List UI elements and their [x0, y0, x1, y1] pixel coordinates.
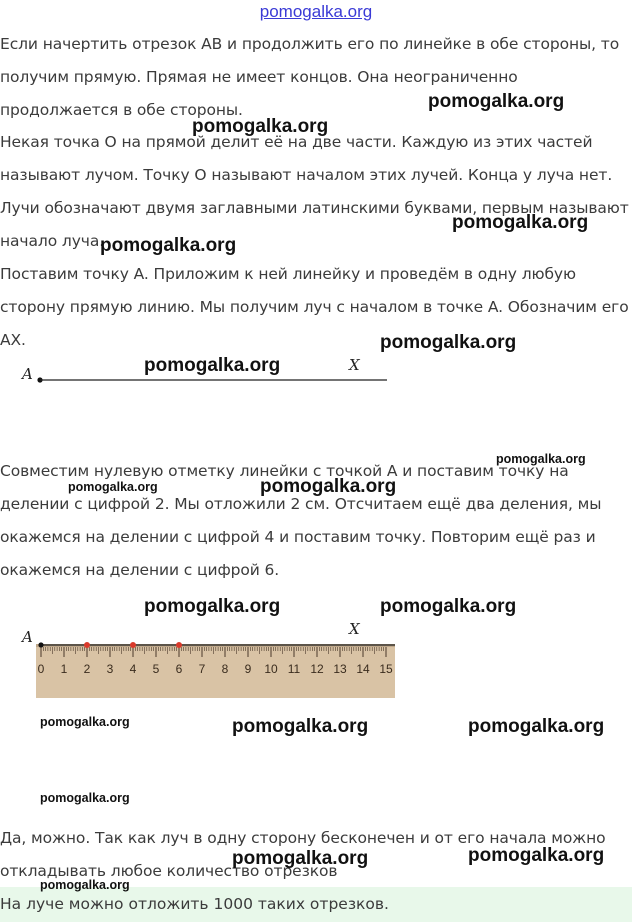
watermark: pomogalka.org: [380, 596, 517, 617]
watermark: pomogalka.org: [40, 715, 130, 729]
ruler-number: 1: [60, 662, 68, 676]
paragraph-line-definition: Если начертить отрезок AB и продолжить его по линейке в обе стороны, то получим прямую. Прямая не имеет концов. Она неограниченно продолжается в обе стороны.: [0, 35, 620, 119]
ruler-number: 2: [83, 662, 91, 676]
watermark: pomogalka.org: [232, 848, 369, 869]
paragraph-measuring: Совместим нулевую отметку линейки с точкой A и поставим точку на делении с цифрой 2. Мы отложили 2 см. Отсчитаем ещё два деления, мы окажемся на делении с цифрой 4 и поставим точку. Повторим ещё раз и окажемся на делении с цифрой 6.: [0, 462, 602, 579]
site-link[interactable]: pomogalka.org: [259, 2, 373, 21]
paragraph-answer-explanation: Да, можно. Так как луч в одну сторону бесконечен и от его начала можно откладывать любое количество отрезков: [0, 829, 606, 880]
watermark: pomogalka.org: [232, 716, 369, 737]
ruler-number: 12: [310, 662, 324, 676]
watermark: pomogalka.org: [496, 452, 586, 466]
watermark: pomogalka.org: [40, 791, 130, 805]
ruler-number: 11: [287, 662, 301, 676]
marked-point: [84, 642, 90, 648]
watermark: pomogalka.org: [468, 716, 605, 737]
watermark: pomogalka.org: [260, 476, 397, 497]
marked-point: [176, 642, 182, 648]
ruler-number: 4: [129, 662, 137, 676]
ruler-number: 3: [106, 662, 114, 676]
watermark: pomogalka.org: [380, 332, 517, 353]
answer-text: На луче можно отложить 1000 таких отрезков.: [0, 895, 389, 913]
ruler-number: 10: [264, 662, 278, 676]
ruler-figure: [0, 620, 400, 700]
ruler-number: 13: [333, 662, 347, 676]
answer-box: [0, 887, 632, 922]
watermark: pomogalka.org: [100, 235, 237, 256]
watermark: pomogalka.org: [144, 596, 281, 617]
ray-start-point: [38, 642, 43, 647]
watermark: pomogalka.org: [452, 212, 589, 233]
watermark: pomogalka.org: [144, 355, 281, 376]
ruler-number: 9: [244, 662, 252, 676]
watermark: pomogalka.org: [468, 845, 605, 866]
ruler-number: 15: [379, 662, 393, 676]
ray-label-x: X: [349, 356, 360, 374]
watermark: pomogalka.org: [428, 91, 565, 112]
ruler-number: 6: [175, 662, 183, 676]
ray-label-a: A: [22, 365, 33, 383]
ruler-number: 7: [198, 662, 206, 676]
ray-label-a: A: [22, 628, 33, 646]
paragraph-ray-definition: Некая точка O на прямой делит её на две части. Каждую из этих частей называют лучом. Точку O называют началом этих лучей. Конца у луча нет. Лучи обозначают двумя заглавными латинскими буквами, первым называют начало луча.: [0, 133, 629, 250]
marked-point: [130, 642, 136, 648]
ruler-number: 0: [37, 662, 45, 676]
watermark: pomogalka.org: [68, 480, 158, 494]
ruler-number: 14: [356, 662, 370, 676]
ray-label-x: X: [349, 620, 360, 638]
ruler-number: 8: [221, 662, 229, 676]
watermark: pomogalka.org: [40, 878, 130, 892]
paragraph-ray-construction: Поставим точку A. Приложим к ней линейку и проведём в одну любую сторону прямую линию. Мы получим луч с началом в точке A. Обозначим его AX.: [0, 265, 629, 349]
watermark: pomogalka.org: [192, 116, 329, 137]
ruler-number: 5: [152, 662, 160, 676]
